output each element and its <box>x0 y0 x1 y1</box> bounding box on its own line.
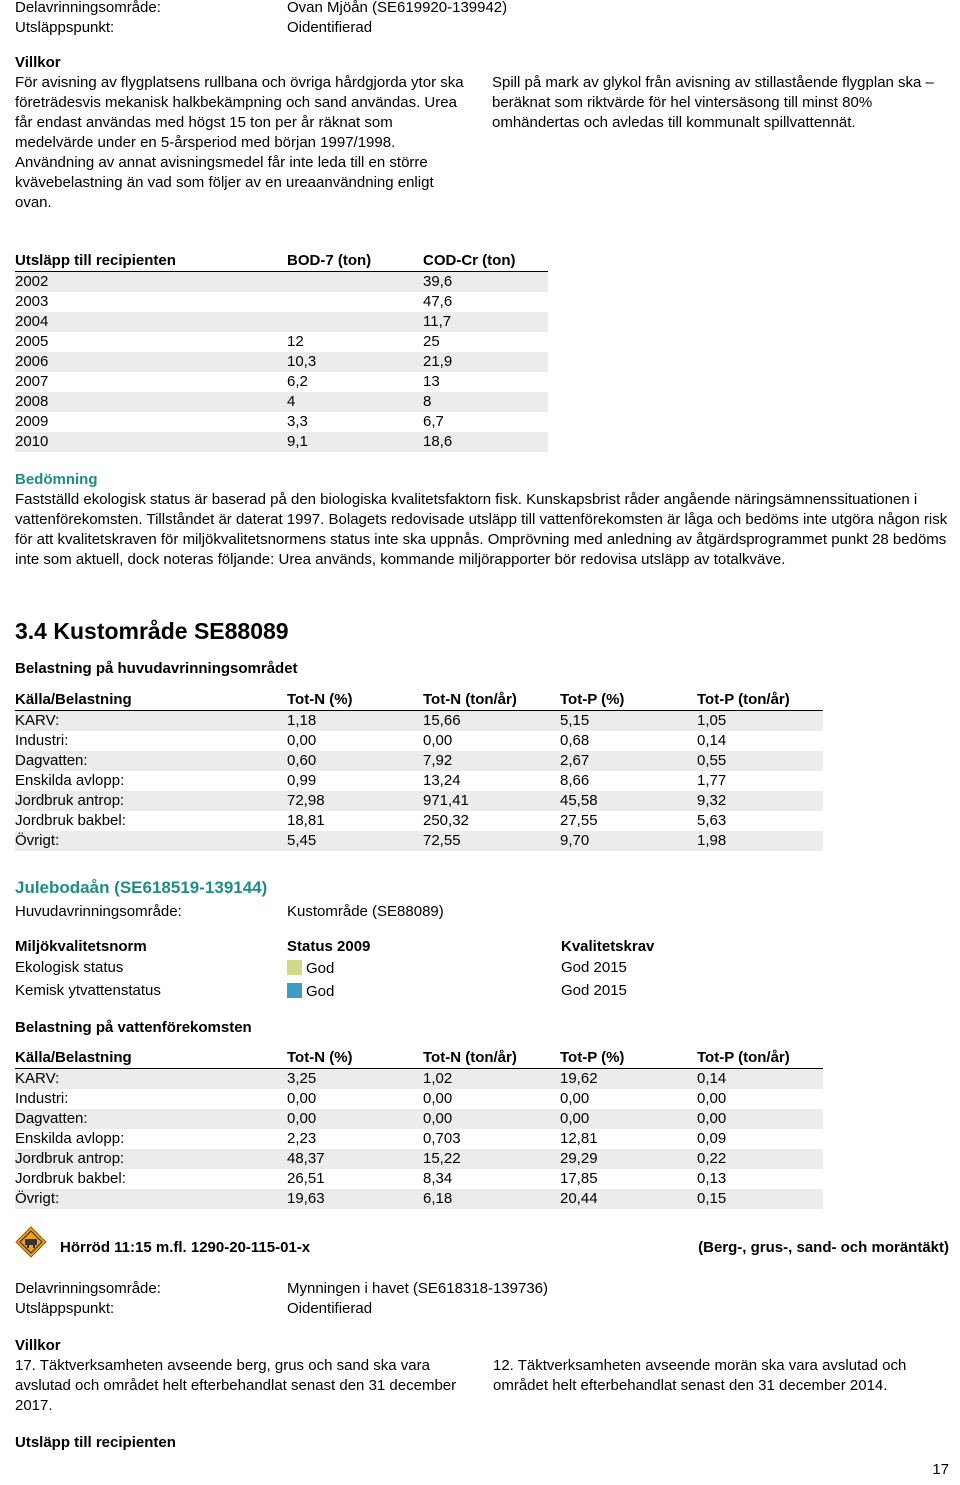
table-row <box>15 831 823 851</box>
facility-type: (Berg-, grus-, sand- och moräntäkt) <box>698 1239 949 1256</box>
cell: 9,70 <box>560 832 590 849</box>
cell: 0,00 <box>287 732 317 749</box>
main-catchment-label: Huvudavrinningsområde: <box>15 903 182 920</box>
main-catchment-value: Kustområde (SE88089) <box>287 903 444 920</box>
cell: Dagvatten: <box>15 752 88 769</box>
mkn-row-name: Kemisk ytvattenstatus <box>15 982 161 999</box>
cell: 3,25 <box>287 1070 317 1087</box>
status-swatch <box>287 960 302 975</box>
cell: 0,22 <box>697 1150 727 1167</box>
water-load-table <box>15 1048 823 1209</box>
conditions-heading: Villkor <box>15 54 61 71</box>
cell: KARV: <box>15 1070 60 1087</box>
table-row <box>15 811 823 831</box>
cell: 0,00 <box>697 1090 727 1107</box>
cell <box>287 292 423 312</box>
cell: 0,14 <box>697 732 727 749</box>
cell: 7,92 <box>423 752 453 769</box>
cell: 0,99 <box>287 772 317 789</box>
cell: 0,00 <box>423 1090 453 1107</box>
assessment-heading: Bedömning <box>15 471 98 488</box>
emissions-header-row <box>15 251 548 272</box>
cell: Enskilda avlopp: <box>15 1130 125 1147</box>
cell: 8 <box>423 393 432 410</box>
cell: Övrigt: <box>15 1190 60 1207</box>
subcatchment-value: Ovan Mjöån (SE619920-139942) <box>287 0 508 16</box>
main-load-header-cell: Källa/Belastning <box>15 691 132 708</box>
cell: 47,6 <box>423 293 453 310</box>
table-row <box>15 771 823 791</box>
main-load-header-cell: Tot-N (%) <box>287 691 353 708</box>
water-load-header-cell: Tot-N (ton/år) <box>423 1049 517 1066</box>
table-row <box>15 1129 823 1149</box>
cell: 4 <box>287 393 296 410</box>
warning-sign-icon <box>15 1226 47 1258</box>
mkn-header-norm: Miljökvalitetsnorm <box>15 938 147 955</box>
cell: 1,18 <box>287 712 317 729</box>
cell: Jordbruk bakbel: <box>15 812 126 829</box>
cell: 0,00 <box>287 1090 317 1107</box>
cell: 9,1 <box>287 433 308 450</box>
cell <box>287 312 423 332</box>
cell: 6,7 <box>423 413 444 430</box>
mkn-row-name: Ekologisk status <box>15 959 124 976</box>
table-row <box>15 731 823 751</box>
cell: 13 <box>423 373 440 390</box>
cell: Enskilda avlopp: <box>15 772 125 789</box>
cell: 2008 <box>15 393 49 410</box>
cell: 9,32 <box>697 792 727 809</box>
mkn-header-requirement: Kvalitetskrav <box>561 938 655 955</box>
cell: 0,13 <box>697 1170 727 1187</box>
cell: 21,9 <box>423 353 453 370</box>
cell: 0,00 <box>423 1110 453 1127</box>
cell: 250,32 <box>423 812 469 829</box>
cell: 2009 <box>15 413 49 430</box>
main-load-header-cell: Tot-N (ton/år) <box>423 691 517 708</box>
mkn-row-requirement: God 2015 <box>561 982 627 999</box>
cell: 29,29 <box>560 1150 598 1167</box>
cell: 17,85 <box>560 1170 598 1187</box>
table-row <box>15 312 548 332</box>
emissions-table <box>15 251 548 452</box>
main-load-header-cell: Tot-P (%) <box>560 691 625 708</box>
table-row <box>15 1169 823 1189</box>
cell: 39,6 <box>423 273 453 290</box>
table-row <box>15 412 548 432</box>
cell: 5,15 <box>560 712 590 729</box>
table-row <box>15 392 548 412</box>
conditions-text-right: Spill på mark av glykol från avisning av stillastående flygplan ska – beräknat som riktvärde för hel vintersäsong till minst 80% omhändertas och avledas till kommunalt spillvattennät. <box>492 74 934 131</box>
cell: 2006 <box>15 353 49 370</box>
table-row <box>15 332 548 352</box>
cell: 1,77 <box>697 772 727 789</box>
table-row <box>15 751 823 771</box>
mkn-header-status: Status 2009 <box>287 938 371 955</box>
mkn-row-status <box>287 982 334 1002</box>
cell: 0,703 <box>423 1130 461 1147</box>
cell: 2010 <box>15 433 49 450</box>
cell <box>287 272 423 293</box>
cell: 15,66 <box>423 712 461 729</box>
emissions-header-cell: BOD-7 (ton) <box>287 252 372 269</box>
cell: 12 <box>287 333 304 350</box>
emissions-header-cell: Utsläpp till recipienten <box>15 252 176 269</box>
cell: 2005 <box>15 333 49 350</box>
table-row <box>15 1109 823 1129</box>
status-text: God <box>306 960 335 977</box>
facility-conditions-heading: Villkor <box>15 1337 61 1354</box>
cell: Jordbruk antrop: <box>15 1150 125 1167</box>
water-load-header-row <box>15 1048 823 1069</box>
cell: 18,81 <box>287 812 325 829</box>
cell: 0,09 <box>697 1130 727 1147</box>
cell: Jordbruk antrop: <box>15 792 125 809</box>
cell: Jordbruk bakbel: <box>15 1170 126 1187</box>
cell: 0,00 <box>560 1090 590 1107</box>
cell: 0,15 <box>697 1190 727 1207</box>
water-load-heading: Belastning på vattenförekomsten <box>15 1019 252 1036</box>
cell: 18,6 <box>423 433 453 450</box>
cell: 8,34 <box>423 1170 453 1187</box>
cell: 10,3 <box>287 353 317 370</box>
cell: 0,00 <box>423 732 453 749</box>
water-load-header-cell: Tot-P (%) <box>560 1049 625 1066</box>
cell: 0,14 <box>697 1070 727 1087</box>
table-row <box>15 372 548 392</box>
table-row <box>15 1149 823 1169</box>
facility-discharge-value: Oidentifierad <box>287 1300 373 1317</box>
cell: 19,63 <box>287 1190 325 1207</box>
status-text: God <box>306 983 335 1000</box>
cell: 1,05 <box>697 712 727 729</box>
cell: 2,23 <box>287 1130 317 1147</box>
conditions-text-left: För avisning av flygplatsens rullbana och övriga hårdgjorda ytor ska företrädesvis mekanisk halkbekämpning och sand användas. Urea får endast användas med högst 15 ton per år räknat som medelvärde under en 5-årsperiod med början 1997/1998. Användning av annat avisningsmedel får inte leda till en större kvävebelastning än vad som följer av en ureaanvändning enligt ovan. <box>15 74 464 211</box>
cell: 0,68 <box>560 732 590 749</box>
emissions-header-cell: COD-Cr (ton) <box>423 252 516 269</box>
table-row <box>15 272 548 293</box>
cell: 13,24 <box>423 772 461 789</box>
cell: 0,55 <box>697 752 727 769</box>
page-number: 17 <box>932 1461 949 1478</box>
cell: KARV: <box>15 712 60 729</box>
cell: 5,45 <box>287 832 317 849</box>
cell: 25 <box>423 333 440 350</box>
table-row <box>15 292 548 312</box>
water-load-header-cell: Källa/Belastning <box>15 1049 132 1066</box>
cell: 45,58 <box>560 792 598 809</box>
cell: 5,63 <box>697 812 727 829</box>
cell: 2003 <box>15 293 49 310</box>
cell: 15,22 <box>423 1150 461 1167</box>
facility-emissions-heading: Utsläpp till recipienten <box>15 1434 176 1451</box>
water-load-header-cell: Tot-P (ton/år) <box>697 1049 790 1066</box>
assessment-text: Fastställd ekologisk status är baserad på den biologiska kvalitetsfaktorn fisk. Kunskapsbrist råder angående näringsämnenssituationen i vattenförekomsten. Tillståndet är daterat 1997. Bolagets redovisade utsläpp till vattenförekomsten är låga och bedöms inte utgöra någon risk för att kvalitetskraven för miljökvalitetsnormens status inte ska uppnås. Omprövning med anledning av åtgärdsprogrammet punkt 28 bedöms inte som aktuell, dock noteras följande: Urea används, kommande miljörapporter bör redovisa utsläpp av totalkväve. <box>15 491 948 568</box>
cell: 971,41 <box>423 792 469 809</box>
facility-discharge-label: Utsläppspunkt: <box>15 1300 115 1317</box>
cell: 0,60 <box>287 752 317 769</box>
cell: 2002 <box>15 273 49 290</box>
cell: 2004 <box>15 313 49 330</box>
facility-subcatchment-value: Mynningen i havet (SE618318-139736) <box>287 1280 549 1297</box>
table-row <box>15 352 548 372</box>
cell: 1,02 <box>423 1070 453 1087</box>
table-row <box>15 791 823 811</box>
cell: 0,00 <box>697 1110 727 1127</box>
cell: Industri: <box>15 1090 69 1107</box>
cell: 2007 <box>15 373 49 390</box>
table-row <box>15 1189 823 1209</box>
facility-conditions-left: 17. Täktverksamheten avseende berg, grus och sand ska vara avslutad och området helt efterbehandlat senast den 31 december 2017. <box>15 1357 457 1414</box>
table-row <box>15 711 823 732</box>
cell: 12,81 <box>560 1130 598 1147</box>
main-load-header-row <box>15 690 823 711</box>
cell: 1,98 <box>697 832 727 849</box>
cell: 6,18 <box>423 1190 453 1207</box>
cell: 20,44 <box>560 1190 598 1207</box>
section-title: 3.4 Kustområde SE88089 <box>15 618 289 644</box>
mkn-row-status <box>287 959 334 979</box>
cell: 11,7 <box>423 313 452 330</box>
facility-name: Hörröd 11:15 m.fl. 1290-20-115-01-x <box>60 1239 311 1256</box>
discharge-point-value: Oidentifierad <box>287 19 373 36</box>
cell: 6,2 <box>287 373 308 390</box>
cell: 0,00 <box>287 1110 317 1127</box>
main-load-table <box>15 690 823 851</box>
status-swatch <box>287 983 302 998</box>
mkn-row-requirement: God 2015 <box>561 959 627 976</box>
cell: Övrigt: <box>15 832 60 849</box>
water-body-title: Julebodaån (SE618519-139144) <box>15 878 268 897</box>
table-row <box>15 1069 823 1090</box>
cell: Dagvatten: <box>15 1110 88 1127</box>
cell: 48,37 <box>287 1150 325 1167</box>
cell: 3,3 <box>287 413 308 430</box>
cell: 2,67 <box>560 752 590 769</box>
facility-subcatchment-label: Delavrinningsområde: <box>15 1280 161 1297</box>
water-load-header-cell: Tot-N (%) <box>287 1049 353 1066</box>
cell: 8,66 <box>560 772 590 789</box>
main-load-heading: Belastning på huvudavrinningsområdet <box>15 660 298 677</box>
cell: 0,00 <box>560 1110 590 1127</box>
cell: 72,98 <box>287 792 325 809</box>
facility-conditions-right: 12. Täktverksamheten avseende morän ska vara avslutad och området helt efterbehandlat senast den 31 december 2014. <box>493 1357 907 1394</box>
main-load-header-cell: Tot-P (ton/år) <box>697 691 790 708</box>
cell: 27,55 <box>560 812 598 829</box>
cell: 72,55 <box>423 832 461 849</box>
cell: Industri: <box>15 732 69 749</box>
cell: 19,62 <box>560 1070 598 1087</box>
discharge-point-label: Utsläppspunkt: <box>15 19 115 36</box>
subcatchment-label: Delavrinningsområde: <box>15 0 161 16</box>
cell: 26,51 <box>287 1170 325 1187</box>
table-row <box>15 432 548 452</box>
table-row <box>15 1089 823 1109</box>
